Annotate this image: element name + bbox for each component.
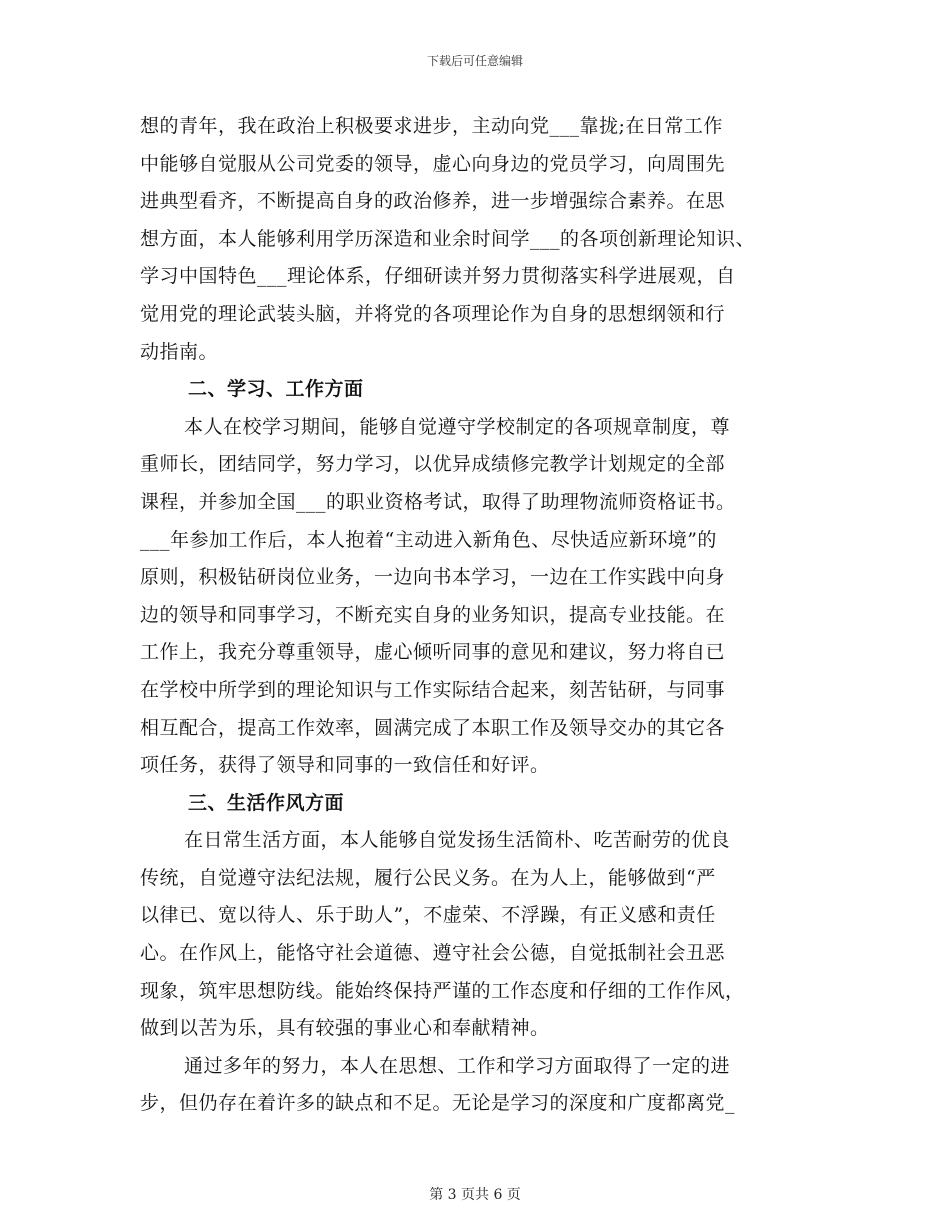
text-line: 心。在作风上，能恪守社会道德、遵守社会公德，自觉抵制社会丑恶 xyxy=(140,942,726,965)
document-body xyxy=(140,108,820,1123)
text-line: 项任务，获得了领导和同事的一致信任和好评。 xyxy=(140,754,550,777)
text-line: 学习中国特色___理论体系，仔细研读并努力贯彻落实科学进展观，自 xyxy=(140,265,736,288)
text-line: 本人在校学习期间，能够自觉遵守学校制定的各项规章制度，尊 xyxy=(184,415,731,438)
page-number-footer: 第 3 页共 6 页 xyxy=(429,1187,521,1203)
text-line: 动指南。 xyxy=(140,340,219,363)
text-line: 边的领导和同事学习，不断充实自身的业务知识，提高专业技能。在 xyxy=(140,603,726,626)
text-line: 在学校中所学到的理论知识与工作实际结合起来，刻苦钻研，与同事 xyxy=(140,678,726,701)
text-line: 在日常生活方面，本人能够自觉发扬生活简朴、吃苦耐劳的优良 xyxy=(184,829,731,852)
text-line: ___年参加工作后，本人抱着“主动进入新角色、尽快适应新环境”的 xyxy=(140,528,717,551)
section-heading-lifestyle: 三、生活作风方面 xyxy=(188,791,345,814)
text-line: 进典型看齐，不断提高自身的政治修养，进一步增强综合素养。在思 xyxy=(140,190,726,213)
text-line: 工作上，我充分尊重领导，虚心倾听同事的意见和建议，努力将自已 xyxy=(140,641,726,664)
text-line: 想的青年，我在政治上积极要求进步，主动向党___靠拢;在日常工作 xyxy=(140,115,723,137)
text-line: 通过多年的努力，本人在思想、工作和学习方面取得了一定的进 xyxy=(184,1054,731,1077)
text-line: 课程，并参加全国___的职业资格考试，取得了助理物流师资格证书。 xyxy=(140,490,736,513)
section-heading-study-work: 二、学习、工作方面 xyxy=(188,378,364,401)
text-line: 重师长，团结同学，努力学习，以优异成绩修完教学计划规定的全部 xyxy=(140,453,726,476)
text-line: 相互配合，提高工作效率，圆满完成了本职工作及领导交办的其它各 xyxy=(140,716,726,739)
text-line: 传统，自觉遵守法纪法规，履行公民义务。在为人上，能够做到“严 xyxy=(140,866,716,889)
text-line: 中能够自觉服从公司党委的领导，虚心向身边的党员学习，向周围先 xyxy=(140,152,726,175)
text-line: 现象，筑牢思想防线。能始终保持严谨的工作态度和仔细的工作作风， xyxy=(140,979,745,1002)
text-line: 步，但仍存在着许多的缺点和不足。无论是学习的深度和广度都离党_ xyxy=(140,1092,736,1115)
page-header: 下载后可任意编辑 xyxy=(426,54,523,68)
text-line: 觉用党的理论武装头脑，并将党的各项理论作为自身的思想纲领和行 xyxy=(140,302,726,325)
text-line: 原则，积极钻研岗位业务，一边向书本学习，一边在工作实践中向身 xyxy=(140,566,726,589)
text-line: 做到以苦为乐，具有较强的事业心和奉献精神。 xyxy=(140,1017,550,1040)
text-line: 以律已、宽以待人、乐于助人”，不虚荣、不浮躁，有正义感和责任 xyxy=(140,904,716,927)
text-line: 想方面，本人能够利用学历深造和业余时间学___的各项创新理论知识、 xyxy=(140,227,756,250)
